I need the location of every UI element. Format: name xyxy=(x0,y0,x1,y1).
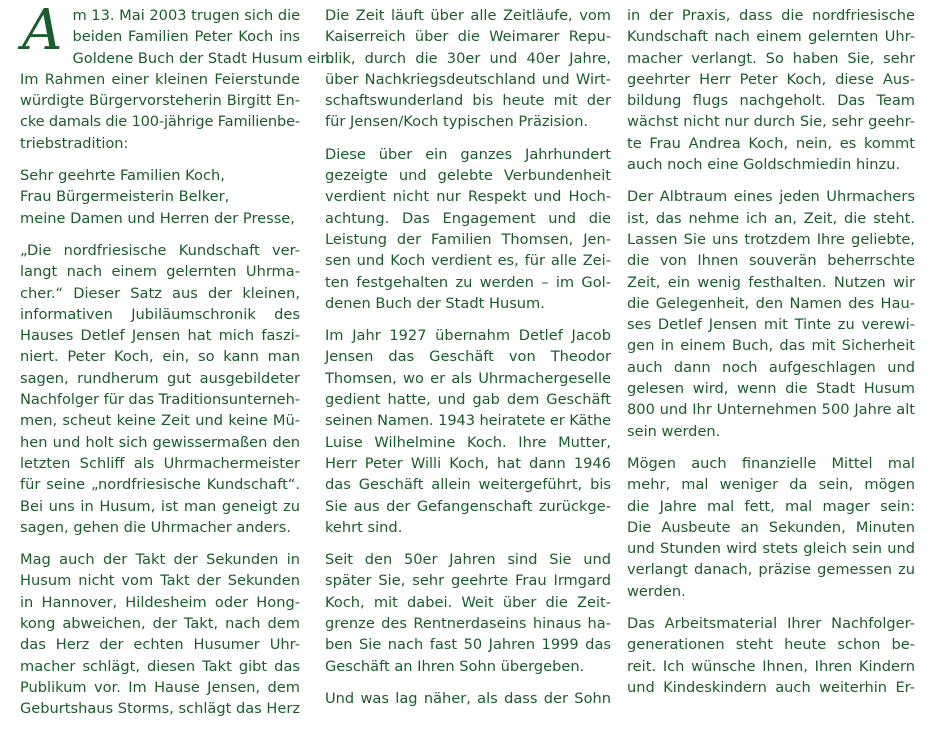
text-line: denen Buch der Stadt Husum. xyxy=(325,294,545,312)
text-line: Luise Wilhelmine Koch. Ihre Mutter, xyxy=(325,433,611,451)
text-line: macher verlangt. So haben Sie, sehr xyxy=(627,49,915,67)
text-line: te Frau Andrea Koch, nein, es kommt xyxy=(627,134,915,152)
text-line: Sie aus der Gefangenschaft zurückge- xyxy=(325,497,611,515)
paragraph xyxy=(627,453,915,602)
text-line: werden. xyxy=(627,582,686,600)
text-line: beiden Familien Peter Koch ins xyxy=(72,28,300,46)
paragraph xyxy=(20,240,300,538)
text-line: 800 und Ihr Unternehmen 500 Jahre alt xyxy=(627,401,915,419)
text-line: Im Jahr 1927 übernahm Detlef Jacob xyxy=(325,327,611,345)
text-line: Frau Bürgermeisterin Belker, xyxy=(20,188,230,206)
text-line: Lassen Sie uns trotzdem Ihre geliebte, xyxy=(627,230,915,248)
text-line: für seine „nordfriesische Kundschaft“. xyxy=(20,476,300,494)
text-line: ten festgehalten zu werden – im Gol- xyxy=(325,273,611,291)
text-line: Sehr geehrte Familien Koch, xyxy=(20,167,225,185)
text-line: die von Ihnen souverän beherrschte xyxy=(627,252,915,270)
text-line: hen und holt sich gewissermaßen den xyxy=(20,433,300,451)
text-line: m 13. Mai 2003 trugen sich die xyxy=(72,7,301,24)
text-line: Kundschaft nach einem gelernten Uhr- xyxy=(627,28,915,46)
text-line: informativen Jubiläumschronik des xyxy=(20,305,300,323)
text-line: triebstradition: xyxy=(20,134,129,152)
text-line: Herr Peter Willi Koch, hat dann 1946 xyxy=(325,454,611,472)
text-line: Mag auch der Takt der Sekunden in xyxy=(20,551,300,569)
text-line: über Nachkriegsdeutschland und Wirt- xyxy=(325,70,611,88)
text-line: Geschäft an Ihren Sohn übergeben. xyxy=(325,657,585,675)
text-line: ist, das nehme ich an, Zeit, die steht. xyxy=(627,209,915,227)
text-line: für Jensen/Koch typischen Präzision. xyxy=(325,113,589,131)
text-line: seinen Namen. 1943 heiratete er Käthe xyxy=(325,412,611,430)
text-line: Diese über ein ganzes Jahrhundert xyxy=(325,145,611,163)
text-line: Goldene Buch der Stadt Husum ein. xyxy=(72,49,335,67)
paragraph xyxy=(325,688,611,709)
text-line: mehr, mal weniger da sein, mögen xyxy=(627,476,915,494)
text-line: die Gelegenheit, den Namen des Hau- xyxy=(627,294,915,312)
paragraph-salutation xyxy=(20,165,300,229)
text-line: blik, durch die 30er und 40er Jahre, xyxy=(325,49,611,67)
text-line: „Die nordfriesische Kundschaft ver- xyxy=(20,241,300,259)
text-line: und Stunden wird stets gleich sein und xyxy=(627,540,915,558)
text-line: Leistung der Familien Thomsen, Jen- xyxy=(325,230,611,248)
text-column-3 xyxy=(627,5,915,709)
text-line: wächst nicht nur durch Sie, sehr geehr- xyxy=(627,113,915,131)
text-line: Das Arbeitsmaterial Ihrer Nachfolger- xyxy=(627,615,915,633)
text-line: Jensen das Geschäft von Theodor xyxy=(325,348,611,366)
text-line: Koch, mit dabei. Weit über die Zeit- xyxy=(325,593,611,611)
paragraph xyxy=(325,549,611,677)
text-line: kong abweichen, der Takt, nach dem xyxy=(20,615,300,633)
text-line: niert. Peter Koch, ein, so kann man xyxy=(20,348,300,366)
text-line: sagen, rundherum gut ausgebildeter xyxy=(20,369,300,387)
text-line: Kaiserreich über die Weimarer Repu- xyxy=(325,28,611,46)
text-line: Und was lag näher, als dass der Sohn xyxy=(325,689,611,707)
text-line: Die Zeit läuft über alle Zeitläufe, vom xyxy=(325,7,611,24)
text-line: ben Sie nach fast 50 Jahren 1999 das xyxy=(325,636,611,654)
text-line: später Sie, sehr geehrte Frau Irmgard xyxy=(325,572,611,590)
text-line: ses Detlef Jensen mit Tinte zu verewi- xyxy=(627,316,915,334)
text-line: Publikum vor. Im Hause Jensen, dem xyxy=(20,678,300,696)
text-line: kehrt sind. xyxy=(325,518,403,536)
text-line: gezeigte und gelebte Verbundenheit xyxy=(325,167,611,185)
text-column-1 xyxy=(20,0,335,731)
text-line: Thomsen, wo er als Uhrmachergeselle xyxy=(325,369,611,387)
text-line: macher schlägt, diesen Takt gibt das xyxy=(20,657,300,675)
text-line: Zeit, ein wenig festhalten. Nutzen wir xyxy=(627,273,915,291)
text-line: grenze des Rentnerdaseins hinaus ha- xyxy=(325,615,611,633)
text-line: reit. Ich wünsche Ihnen, Ihren Kindern xyxy=(627,657,915,675)
text-line: bildung flugs nachgeholt. Das Team xyxy=(627,92,915,110)
text-line: Nachfolger für das Traditionsunterneh- xyxy=(20,391,300,409)
text-line: Geburtshaus Storms, schlägt das Herz xyxy=(20,700,300,718)
paragraph xyxy=(627,613,915,698)
text-line: würdigte Bürgervorsteherin Birgitt En- xyxy=(20,92,300,110)
text-line: und Kindeskindern auch weiterhin Er- xyxy=(627,678,915,696)
text-line: schaftswunderland bis heute mit der xyxy=(325,92,611,110)
text-line: sagen, gehen die Uhrmacher anders. xyxy=(20,518,292,536)
text-line: in Hannover, Hildesheim oder Hong- xyxy=(20,593,300,611)
text-line: Seit den 50er Jahren sind Sie und xyxy=(325,551,611,569)
text-column-2 xyxy=(325,5,611,720)
paragraph xyxy=(627,5,915,175)
text-line: in der Praxis, dass die nordfriesische xyxy=(627,7,915,24)
text-line: cher.“ Dieser Satz aus der kleinen, xyxy=(20,284,300,302)
drop-cap: A xyxy=(22,0,63,63)
text-line: gen in einem Buch, das mit Sicherheit xyxy=(627,337,915,355)
text-line: meine Damen und Herren der Presse, xyxy=(20,209,295,227)
paragraph xyxy=(627,186,915,442)
text-line: verlangt danach, präzise gemessen zu xyxy=(627,561,915,579)
text-line: Der Albtraum eines jeden Uhrmachers xyxy=(627,188,915,206)
text-line: gedient hatte, und gab dem Geschäft xyxy=(325,391,611,409)
text-line: Hauses Detlef Jensen hat mich faszi- xyxy=(20,327,300,345)
text-line: gelesen wird, wenn die Stadt Husum xyxy=(627,380,915,398)
paragraph-intro xyxy=(20,0,335,154)
text-line: das Herz der echten Husumer Uhr- xyxy=(20,636,300,654)
text-line: geehrter Herr Peter Koch, diese Aus- xyxy=(627,70,915,88)
text-line: men, scheut keine Zeit und keine Mü- xyxy=(20,412,300,430)
text-line: Husum nicht vom Takt der Sekunden xyxy=(20,572,300,590)
text-line: Im Rahmen einer kleinen Feierstunde xyxy=(20,70,300,88)
text-line: letzten Schliff als Uhrmachermeister xyxy=(20,454,300,472)
text-line: achtung. Das Engagement und die xyxy=(325,209,611,227)
text-line: Die Ausbeute an Sekunden, Minuten xyxy=(627,518,915,536)
text-line: verdient nicht nur Respekt und Hoch- xyxy=(325,188,611,206)
text-line: die Jahre mal fett, mal mager sein: xyxy=(627,497,915,515)
text-line: Bei uns in Husum, ist man geneigt zu xyxy=(20,497,300,515)
text-line: sen und Koch verdient es, für alle Zei- xyxy=(325,252,611,270)
text-line: auch noch eine Goldschmiedin hinzu. xyxy=(627,156,901,174)
text-line: cke damals die 100-jährige Familienbe- xyxy=(20,113,300,131)
text-line: das Geschäft allein weitergeführt, bis xyxy=(325,476,611,494)
text-line: auch dann noch aufgeschlagen und xyxy=(627,358,915,376)
paragraph xyxy=(325,325,611,538)
text-line: Mögen auch finanzielle Mittel mal xyxy=(627,454,915,472)
text-line: generationen steht heute schon be- xyxy=(627,636,915,654)
paragraph xyxy=(20,549,300,719)
text-line: sein werden. xyxy=(627,422,721,440)
paragraph xyxy=(325,5,611,133)
text-line: langt nach einem gelernten Uhrma- xyxy=(20,263,300,281)
paragraph xyxy=(325,144,611,314)
